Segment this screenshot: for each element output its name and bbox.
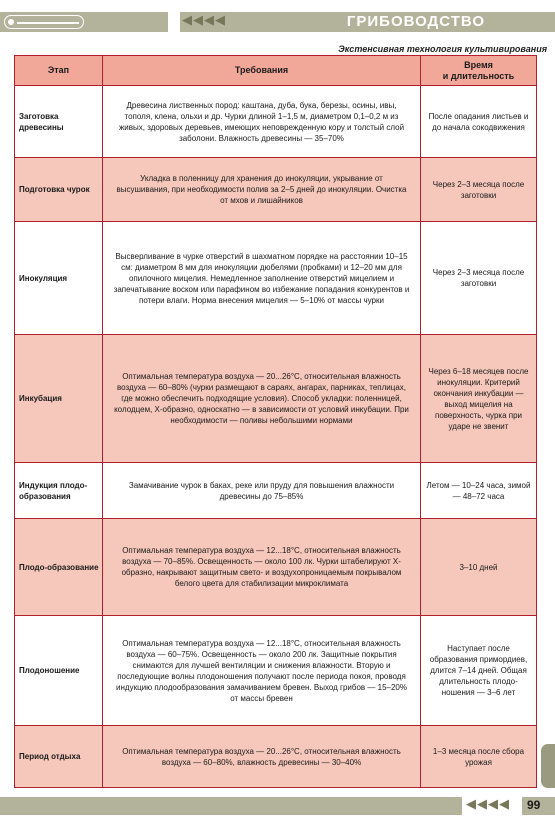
time-cell: Через 6–18 месяцев после инокуляции. Критерий окончания инкубации — выход мицелия на поверхность, чурка при ударе не звенит <box>421 335 537 463</box>
section-title: ГРИБОВОДСТВО <box>346 13 485 30</box>
column-header-stage: Этап <box>15 56 103 86</box>
page-number: 99 <box>527 798 541 812</box>
requirements-cell: Древесина лиственных пород: каштана, дуба, бука, березы, осины, ивы, тополя, клена, ольхи и др. Чурки длиной 1–1,5 м, диаметром 0,1–0,2 м из живых, здоровых деревьев, имеющих неповрежденную кору и толстый слой заболони. Влажность древесины — 35–70% <box>103 86 421 158</box>
stage-cell: Плодо-образование <box>15 519 103 616</box>
stage-cell: Индукция плодо-образования <box>15 463 103 519</box>
table-row <box>15 335 537 463</box>
stage-cell: Инокуляция <box>15 222 103 335</box>
requirements-cell: Замачивание чурок в баках, реке или пруду для повышения влажности древесины до 75–85% <box>103 463 421 519</box>
requirements-cell: Оптимальная температура воздуха — 20...26°C, относительная влажность воздуха — 60–80% (чурки размещают в сараях, ангарах, парниках, теплицах, где можно обеспечить подходящие условия). Способ укладки: поленницей, колодцем, X-образно, односкатно — в зависимости от условий инкубации. При необходимости — поливы небольшими нормами <box>103 335 421 463</box>
table-row <box>15 222 537 335</box>
table-row <box>15 726 537 788</box>
table-subtitle: Экстенсивная технология культивирования <box>338 44 547 54</box>
page-footer <box>0 797 555 815</box>
column-header-requirements: Требования <box>103 56 421 86</box>
time-cell: Летом — 10–24 часа, зимой — 48–72 часа <box>421 463 537 519</box>
stage-cell: Инкубация <box>15 335 103 463</box>
table-row <box>15 616 537 726</box>
process-table <box>14 55 537 788</box>
side-tab <box>541 744 555 788</box>
header-decoration <box>4 15 84 29</box>
requirements-cell: Оптимальная температура воздуха — 20...26°C, относительная влажность воздуха — 60–80%, влажность древесины — 30–40% <box>103 726 421 788</box>
stage-cell: Заготовка древесины <box>15 86 103 158</box>
time-cell: Через 2–3 месяца после заготовки <box>421 222 537 335</box>
time-cell: Наступает после образования примордиев, длится 7–14 дней. Общая длительность плодо-ношения — 3–6 лет <box>421 616 537 726</box>
time-cell: 3–10 дней <box>421 519 537 616</box>
table-row <box>15 86 537 158</box>
header-arrows-icon: ◀◀◀◀ <box>182 13 226 28</box>
requirements-cell: Укладка в поленницу для хранения до инокуляции, укрывание от высушивания, при необходимости полив за 2–5 дней до инокуляции. Очистка от мхов и лишайников <box>103 158 421 222</box>
time-cell: 1–3 месяца после сбора урожая <box>421 726 537 788</box>
table-row <box>15 463 537 519</box>
requirements-cell: Оптимальная температура воздуха — 12...18°C, относительная влажность воздуха — 60–75%. Освещенность — около 200 лк. Защитные покрытия снимаются для лучшей вентиляции и снижения влажности. Вторую и последующие волны плодоношения получают после периода покоя, проводя индукцию плодообразования замачиванием бревен. Выход грибов — 15–20% от массы бревен <box>103 616 421 726</box>
stage-cell: Подготовка чурок <box>15 158 103 222</box>
table-row <box>15 519 537 616</box>
time-cell: После опадания листьев и до начала сокодвижения <box>421 86 537 158</box>
table-header-row <box>15 56 537 86</box>
time-cell: Через 2–3 месяца после заготовки <box>421 158 537 222</box>
stage-cell: Период отдыха <box>15 726 103 788</box>
table-row <box>15 158 537 222</box>
column-header-time: Время и длительность <box>421 56 537 86</box>
requirements-cell: Оптимальная температура воздуха — 12...18°C, относительная влажность воздуха — 70–85%. Освещенность — около 100 лк. Чурки штабелируют X-образно, накрывают защитным свето- и воздухопроницаемым покрывалом белого цвета для стабилизации микроклимата <box>103 519 421 616</box>
page-header <box>0 12 555 32</box>
footer-arrows-icon: ◀◀◀◀ <box>466 797 510 812</box>
stage-cell: Плодоношение <box>15 616 103 726</box>
requirements-cell: Высверливание в чурке отверстий в шахматном порядке на расстоянии 10–15 см: диаметром 8 мм для инокуляции дюбелями (пробками) и 12–20 мм для опилочного мицелия. Немедленное заполнение отверстий мицелием и запечатывание воском или парафином во избежание попадания конкурентов и потери влаги. Норма внесения мицелия — 5–10% от массы чурки <box>103 222 421 335</box>
